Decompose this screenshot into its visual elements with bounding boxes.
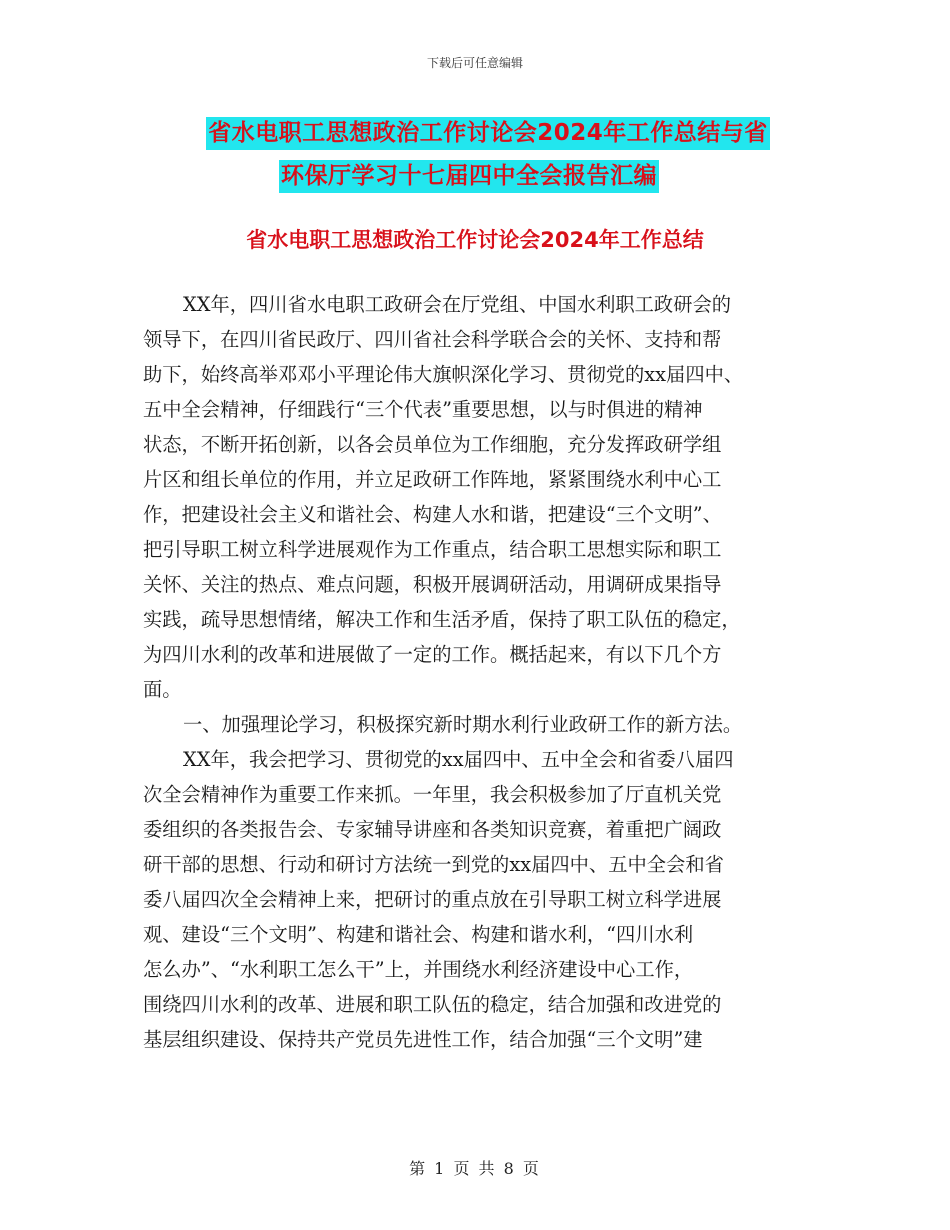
body-line: 为四川水利的改革和进展做了一定的工作。概括起来，有以下几个方 <box>143 643 722 666</box>
body-line: 围绕四川水利的改革、进展和职工队伍的稳定，结合加强和改进党的 <box>143 993 722 1016</box>
body-line: 助下，始终高举邓邓小平理论伟大旗帜深化学习、贯彻党的xx届四中、 <box>143 363 744 386</box>
body-line: XX年，四川省水电职工政研会在厅党组、中国水利职工政研会的 <box>183 293 732 316</box>
header-note: 下载后可任意编辑 <box>426 56 523 70</box>
body-line: 委组织的各类报告会、专家辅导讲座和各类知识竞赛，着重把广阔政 <box>143 818 722 841</box>
body-line: 基层组织建设、保持共产党员先进性工作，结合加强“三个文明”建 <box>143 1028 703 1051</box>
page-footer: 第 1 页 共 8 页 <box>409 1159 541 1178</box>
body-line: 作，把建设社会主义和谐社会、构建人水和谐，把建设“三个文明”、 <box>143 503 722 526</box>
body-line: 实践，疏导思想情绪，解决工作和生活矛盾，保持了职工队伍的稳定， <box>143 608 741 631</box>
body-line: 怎么办”、“水利职工怎么干”上，并围绕水利经济建设中心工作， <box>143 958 694 981</box>
document-title-line-2 <box>0 157 950 190</box>
body-line: 领导下，在四川省民政厅、四川省社会科学联合会的关怀、支持和帮 <box>143 328 722 351</box>
body-line: 关怀、关注的热点、难点问题，积极开展调研活动，用调研成果指导 <box>143 573 722 596</box>
document-title-line-1 <box>0 114 950 147</box>
body-line: 状态，不断开拓创新，以各会员单位为工作细胞，充分发挥政研学组 <box>143 433 722 456</box>
title-highlight-2: 环保厅学习十七届四中全会报告汇编 <box>279 160 659 193</box>
body-line: XX年，我会把学习、贯彻党的xx届四中、五中全会和省委八届四 <box>183 748 734 771</box>
body-line: 面。 <box>143 678 182 701</box>
body-line: 次全会精神作为重要工作来抓。一年里，我会积极参加了厅直机关党 <box>143 783 722 806</box>
body-line: 五中全会精神，仔细践行“三个代表”重要思想，以与时俱进的精神 <box>143 398 703 421</box>
section-subtitle: 省水电职工思想政治工作讨论会2024年工作总结 <box>246 228 704 252</box>
body-line: 委八届四次全会精神上来，把研讨的重点放在引导职工树立科学进展 <box>143 888 722 911</box>
section-heading-line: 一、加强理论学习，积极探究新时期水利行业政研工作的新方法。 <box>183 713 743 736</box>
body-paragraphs <box>143 287 823 1057</box>
body-line: 把引导职工树立科学进展观作为工作重点，结合职工思想实际和职工 <box>143 538 722 561</box>
title-highlight-1: 省水电职工思想政治工作讨论会2024年工作总结与省 <box>206 117 770 150</box>
body-line: 观、建设“三个文明”、构建和谐社会、构建和谐水利，“四川水利 <box>143 923 694 946</box>
body-line: 片区和组长单位的作用，并立足政研工作阵地，紧紧围绕水利中心工 <box>143 468 722 491</box>
body-line: 研干部的思想、行动和研讨方法统一到党的xx届四中、五中全会和省 <box>143 853 724 876</box>
